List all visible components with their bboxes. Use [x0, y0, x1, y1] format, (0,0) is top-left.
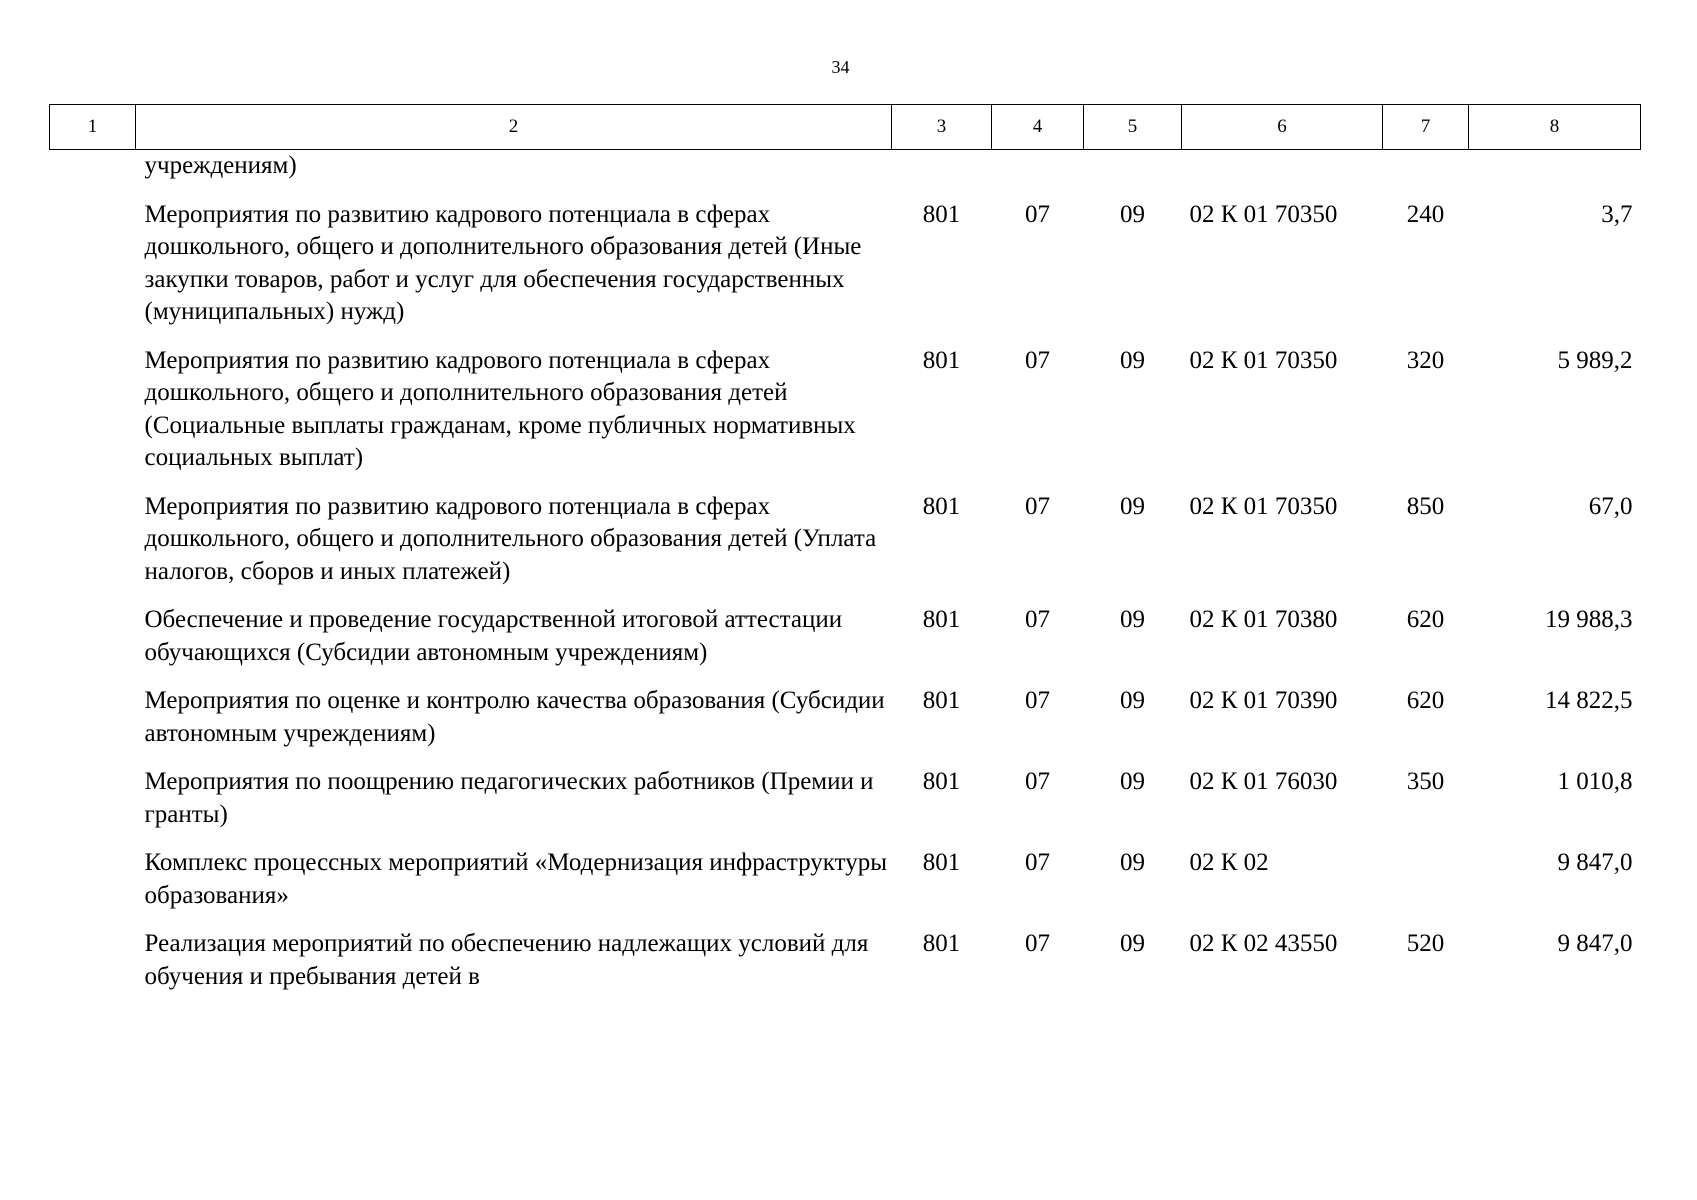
row-description: Мероприятия по развитию кадрового потенциала в сферах дошкольного, общего и дополнительного образования детей (Уплата налогов, сборов и иных платежей)	[144, 492, 877, 585]
ministry-code: 801	[922, 200, 961, 228]
subsection-code: 09	[1120, 768, 1145, 795]
ministry-code: 801	[922, 606, 961, 633]
section-code: 07	[1025, 200, 1050, 228]
section-code: 07	[1025, 768, 1050, 795]
subsection-code: 09	[1120, 346, 1145, 374]
header-row	[50, 105, 1641, 150]
page-number-text: 34	[831, 57, 850, 77]
row-description: учреждениям)	[144, 152, 297, 179]
amount	[1469, 150, 1641, 199]
budget-table	[49, 104, 1641, 993]
row-index-cell	[50, 604, 136, 685]
subsection-code: 09	[1120, 492, 1145, 520]
target-article-code: 02 К 02	[1189, 849, 1269, 876]
expense-type-code: 620	[1406, 606, 1445, 633]
column-header-4: 4	[992, 105, 1084, 150]
expense-type-code: 620	[1406, 687, 1445, 714]
expense-type-code	[1383, 847, 1469, 928]
column-header-1: 1	[50, 105, 136, 150]
row-index-cell	[50, 150, 136, 199]
expense-type-code: 850	[1406, 492, 1445, 520]
table-row	[50, 491, 1641, 605]
section-code: 07	[1025, 346, 1050, 374]
subsection-code: 09	[1120, 849, 1145, 876]
ministry-code: 801	[922, 687, 961, 714]
amount: 14 822,5	[1545, 687, 1633, 714]
column-header-5: 5	[1084, 105, 1182, 150]
table-row	[50, 685, 1641, 766]
section-code: 07	[1025, 492, 1050, 520]
subsection-code: 09	[1120, 930, 1145, 957]
table-row	[50, 766, 1641, 847]
expense-type-code: 520	[1406, 930, 1445, 957]
row-description: Комплекс процессных мероприятий «Модернизация инфраструктуры образования»	[144, 849, 887, 909]
amount: 3,7	[1601, 200, 1633, 228]
row-index-cell	[50, 345, 136, 491]
row-index-cell	[50, 199, 136, 345]
section-code: 07	[1025, 930, 1050, 957]
expense-type-code: 240	[1406, 200, 1445, 228]
amount: 19 988,3	[1545, 606, 1633, 633]
expense-type-code	[1383, 150, 1469, 199]
target-article-code: 02 К 01 70380	[1189, 606, 1338, 633]
target-article-code: 02 К 02 43550	[1189, 930, 1338, 957]
target-article-code: 02 К 01 70350	[1189, 200, 1338, 228]
row-description: Мероприятия по оценке и контролю качества образования (Субсидии автономным учреждениям)	[144, 687, 885, 747]
amount: 9 847,0	[1557, 849, 1633, 876]
target-article-code: 02 К 01 76030	[1189, 768, 1338, 795]
amount: 5 989,2	[1557, 346, 1633, 374]
expense-type-code: 350	[1406, 768, 1445, 795]
ministry-code: 801	[922, 346, 961, 374]
table-row	[50, 604, 1641, 685]
column-header-6: 6	[1182, 105, 1383, 150]
row-description: Мероприятия по развитию кадрового потенциала в сферах дошкольного, общего и дополнительного образования детей (Иные закупки товаров, работ и услуг для обеспечения государственных (муниципальных) нужд)	[144, 200, 862, 325]
row-description: Реализация мероприятий по обеспечению надлежащих условий для обучения и пребывания детей в	[144, 930, 869, 990]
table-row	[50, 150, 1641, 199]
column-header-2: 2	[136, 105, 892, 150]
target-article-code: 02 К 01 70390	[1189, 687, 1338, 714]
ministry-code: 801	[922, 930, 961, 957]
row-index-cell	[50, 847, 136, 928]
page-number	[0, 57, 1697, 78]
row-index-cell	[50, 491, 136, 605]
amount: 67,0	[1588, 492, 1633, 520]
column-header-7: 7	[1383, 105, 1469, 150]
amount: 9 847,0	[1557, 930, 1633, 957]
section-code: 07	[1025, 849, 1050, 876]
section-code: 07	[1025, 687, 1050, 714]
target-article-code: 02 К 01 70350	[1189, 492, 1338, 520]
table-row	[50, 847, 1641, 928]
table-row	[50, 345, 1641, 491]
row-index-cell	[50, 685, 136, 766]
column-header-3: 3	[892, 105, 992, 150]
ministry-code: 801	[922, 768, 961, 795]
target-article-code: 02 К 01 70350	[1189, 346, 1338, 374]
ministry-code	[892, 150, 992, 199]
row-description: Обеспечение и проведение государственной итоговой аттестации обучающихся (Субсидии автономным учреждениям)	[144, 606, 843, 666]
row-description: Мероприятия по поощрению педагогических работников (Премии и гранты)	[144, 768, 874, 828]
table-row	[50, 199, 1641, 345]
row-index-cell	[50, 928, 136, 993]
ministry-code: 801	[922, 849, 961, 876]
subsection-code	[1084, 150, 1182, 199]
ministry-code: 801	[922, 492, 961, 520]
row-description: Мероприятия по развитию кадрового потенциала в сферах дошкольного, общего и дополнительного образования детей (Социальные выплаты гражданам, кроме публичных нормативных социальных выплат)	[144, 346, 856, 471]
amount: 1 010,8	[1557, 768, 1633, 795]
table-row	[50, 928, 1641, 993]
subsection-code: 09	[1120, 687, 1145, 714]
column-header-8: 8	[1469, 105, 1641, 150]
subsection-code: 09	[1120, 606, 1145, 633]
target-article-code	[1182, 150, 1383, 199]
section-code: 07	[1025, 606, 1050, 633]
section-code	[992, 150, 1084, 199]
row-index-cell	[50, 766, 136, 847]
expense-type-code: 320	[1406, 346, 1445, 374]
subsection-code: 09	[1120, 200, 1145, 228]
